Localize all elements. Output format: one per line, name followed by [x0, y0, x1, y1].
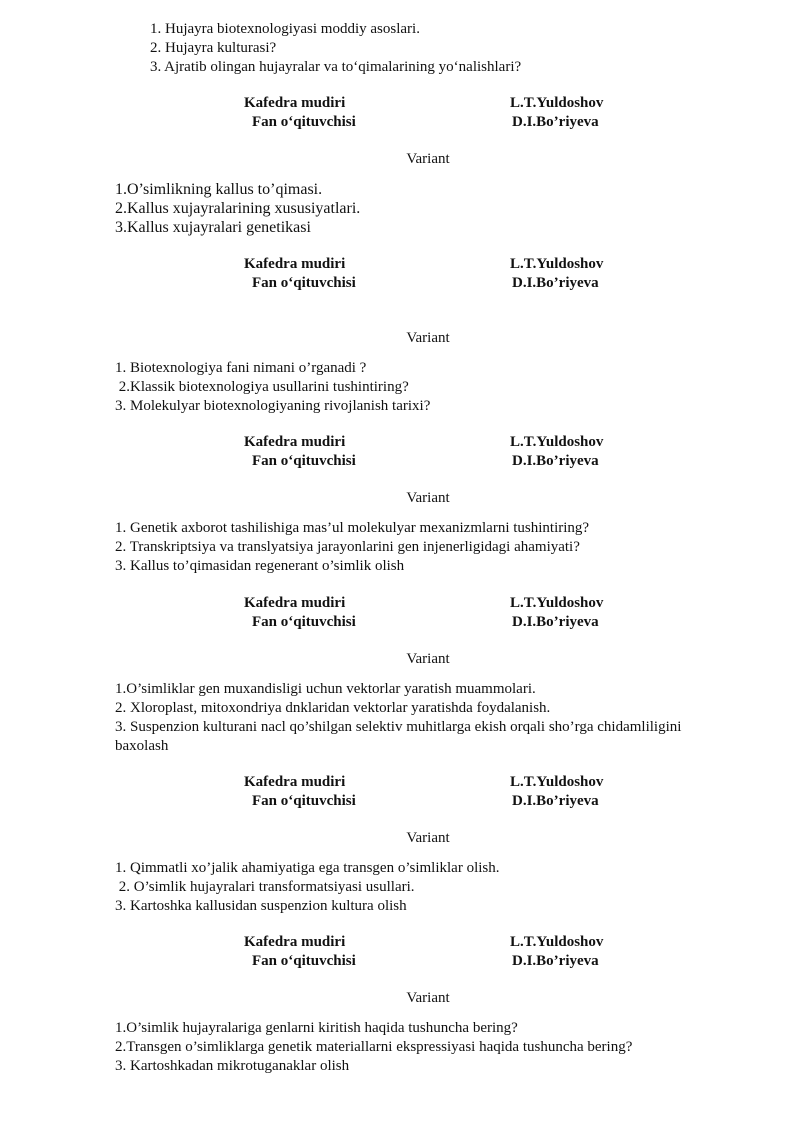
question-line: 3. Kallus to’qimasidan regenerant o’simlik olish	[115, 558, 405, 574]
teacher-name: D.I.Bo’riyeva	[512, 114, 599, 130]
teacher-title: Fan o‘qituvchisi	[252, 114, 356, 130]
head-name: L.T.Yuldoshov	[510, 256, 604, 272]
question-line: 3. Kartoshkadan mikrotuganaklar olish	[115, 1058, 350, 1074]
question-line: 1.O’simlikning kallus to’qimasi.	[115, 181, 323, 198]
question-line: 3. Suspenzion kulturani nacl qo’shilgan selektiv muhitlarga ekish orqali sho’rga chidamliligini	[115, 719, 682, 735]
head-title: Kafedra mudiri	[244, 95, 346, 111]
teacher-name: D.I.Bo’riyeva	[512, 953, 599, 969]
teacher-title: Fan o‘qituvchisi	[252, 793, 356, 809]
variant-heading: Variant	[406, 330, 450, 346]
question-line: 2.Klassik biotexnologiya usullarini tushintiring?	[115, 379, 409, 395]
variant-heading: Variant	[406, 990, 450, 1006]
variant-heading: Variant	[406, 151, 450, 167]
head-title: Kafedra mudiri	[244, 434, 346, 450]
question-line: 1.O’simliklar gen muxandisligi uchun vektorlar yaratish muammolari.	[115, 681, 536, 697]
head-title: Kafedra mudiri	[244, 934, 346, 950]
question-line: 1. Biotexnologiya fani nimani o’rganadi ?	[115, 360, 367, 376]
question-line: 3. Ajratib olingan hujayralar va to‘qimalarining yo‘nalishlari?	[150, 59, 522, 75]
teacher-title: Fan o‘qituvchisi	[252, 953, 356, 969]
question-line: 3. Molekulyar biotexnologiyaning rivojlanish tarixi?	[115, 398, 431, 414]
teacher-name: D.I.Bo’riyeva	[512, 275, 599, 291]
teacher-title: Fan o‘qituvchisi	[252, 614, 356, 630]
head-name: L.T.Yuldoshov	[510, 934, 604, 950]
question-line: 2.Kallus xujayralarining xususiyatlari.	[115, 200, 361, 217]
teacher-name: D.I.Bo’riyeva	[512, 793, 599, 809]
head-name: L.T.Yuldoshov	[510, 595, 604, 611]
head-name: L.T.Yuldoshov	[510, 95, 604, 111]
question-line: 2. Xloroplast, mitoxondriya dnklaridan vektorlar yaratishda foydalanish.	[115, 700, 551, 716]
head-title: Kafedra mudiri	[244, 595, 346, 611]
question-line: 1. Hujayra biotexnologiyasi moddiy asoslari.	[150, 21, 420, 37]
question-line: 1.O’simlik hujayralariga genlarni kiritish haqida tushuncha bering?	[115, 1020, 518, 1036]
variant-heading: Variant	[406, 651, 450, 667]
question-line: 2. Transkriptsiya va translyatsiya jarayonlarini gen injenerligidagi ahamiyati?	[115, 539, 580, 555]
question-line: 2. O’simlik hujayralari transformatsiyasi usullari.	[115, 879, 415, 895]
question-line: 3.Kallus xujayralari genetikasi	[115, 219, 311, 236]
teacher-name: D.I.Bo’riyeva	[512, 614, 599, 630]
question-line: 2. Hujayra kulturasi?	[150, 40, 277, 56]
variant-heading: Variant	[406, 490, 450, 506]
teacher-name: D.I.Bo’riyeva	[512, 453, 599, 469]
head-name: L.T.Yuldoshov	[510, 774, 604, 790]
question-line: 2.Transgen o’simliklarga genetik materiallarni ekspressiyasi haqida tushuncha bering?	[115, 1039, 633, 1055]
question-line: 1. Qimmatli xo’jalik ahamiyatiga ega transgen o’simliklar olish.	[115, 860, 500, 876]
teacher-title: Fan o‘qituvchisi	[252, 453, 356, 469]
head-name: L.T.Yuldoshov	[510, 434, 604, 450]
variant-heading: Variant	[406, 830, 450, 846]
head-title: Kafedra mudiri	[244, 774, 346, 790]
question-line: baxolash	[115, 738, 169, 754]
question-line: 3. Kartoshka kallusidan suspenzion kultura olish	[115, 898, 407, 914]
question-line: 1. Genetik axborot tashilishiga mas’ul molekulyar mexanizmlarni tushintiring?	[115, 520, 590, 536]
head-title: Kafedra mudiri	[244, 256, 346, 272]
teacher-title: Fan o‘qituvchisi	[252, 275, 356, 291]
